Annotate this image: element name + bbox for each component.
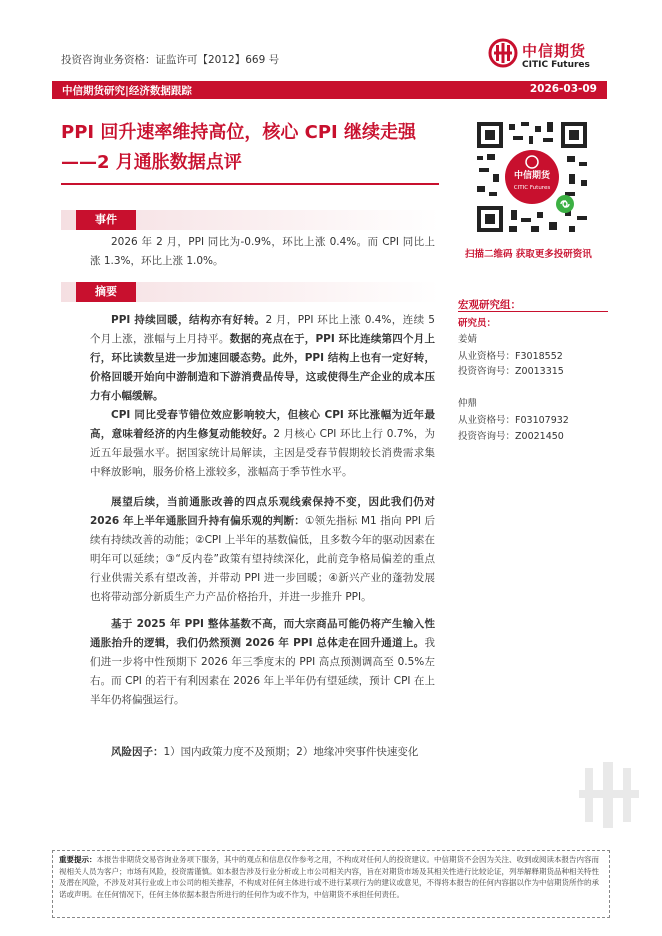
summary-label: 摘要: [76, 282, 136, 302]
p4-lead: 基于 2025 年 PPI 整体基数不高，而大宗商品可能仍将产生输入性通胀抬升的逻辑，我们仍然预测 2026 年 PPI 总体走在回升通道上。: [90, 618, 435, 649]
section-bar: [52, 81, 607, 99]
summary-paragraph-4: [90, 615, 435, 710]
watermark-icon: [575, 760, 645, 830]
p2-lead: CPI 同比受春节错位效应影响较大，但核心 CPI 环比涨幅为近年最高，意味着经济的内生修复动能较好。: [90, 409, 435, 440]
brand-name-cn: 中信期货: [522, 42, 587, 60]
advisory-number: Z0021450: [515, 431, 564, 442]
disclaimer-text: 本报告非期货交易咨询业务项下服务，其中的观点和信息仅作参考之用，不构成对任何人的投资建议。中信期货不会因为关注、收到或阅读本报告内容而视相关人员为客户；市场有风险，投资需谨慎。如本报告涉及行业分析或上市公司相关内容，旨在对期货市场及其相关性进行比较论证，列举解释期货品种相关特性及潜在风险，不涉及对其行业或上市公司的相关推荐，不构成对任何主体进行或不进行某项行为的建议或意见，不得将本报告的任何内容据以作为中信期货所作的承诺或声明。在任何情况下，任何主体依据本报告所进行的任何作为或不作为，中信期货不承担任何责任。: [59, 855, 599, 899]
analyst-advisory: [458, 363, 564, 380]
brand-logo: [488, 38, 603, 76]
p1-lead: PPI 持续回暖，结构亦有好转。: [111, 314, 266, 326]
event-text: 2026 年 2 月，PPI 同比为-0.9%，环比上涨 0.4%。而 CPI 同比上涨 1.3%，环比上涨 1.0%。: [90, 236, 435, 267]
practice-number: F03107932: [515, 415, 569, 426]
researcher-label: 研究员：: [458, 318, 497, 329]
event-header: [61, 210, 439, 230]
event-label: 事件: [76, 210, 136, 230]
p2-text: 2 月核心 CPI 环比上行 0.7%，为近五年最强水平。据国家统计局解读，主因是受春节假期较长消费需求集中释放影响，服务价格上涨较多，涨幅高于季节性水平。: [90, 428, 436, 478]
practice-label: 从业资格号：: [458, 415, 516, 426]
section-label: 中信期货研究|经济数据跟踪: [62, 85, 192, 97]
disclaimer-box: [52, 850, 610, 918]
report-title: PPI 回升速率维持高位，核心 CPI 继续走强: [61, 122, 416, 143]
summary-paragraph-2: [90, 406, 435, 482]
summary-header: [61, 282, 439, 302]
risk-text: 1）国内政策力度不及预期；2）地缘冲突事件快速变化: [163, 746, 419, 758]
risk-factors: [90, 743, 435, 762]
citic-logo-icon: [488, 38, 518, 68]
analyst-practice: [458, 412, 569, 429]
disclaimer-label: 重要提示：: [59, 855, 97, 864]
analyst-advisory: [458, 428, 564, 445]
advisory-label: 投资咨询号：: [458, 366, 516, 377]
risk-label: 风险因子：: [111, 746, 164, 758]
research-group-title: 宏观研究组：: [458, 299, 521, 311]
report-subtitle: ——2 月通胀数据点评: [61, 152, 242, 173]
p1-text: 2 月，PPI 环比上涨 0.4%，连续 5 个月上涨，涨幅与上月持平。: [90, 314, 435, 345]
title-divider: [61, 183, 439, 185]
practice-label: 从业资格号：: [458, 351, 516, 362]
brand-name-en: CITIC Futures: [522, 60, 590, 70]
practice-number: F3018552: [515, 351, 563, 362]
qr-code-icon: [473, 118, 591, 236]
summary-paragraph-1: [90, 311, 435, 406]
analyst-name: 仲鼎: [458, 398, 478, 409]
qr-center-label: 中信期货: [513, 171, 551, 181]
advisory-number: Z0013315: [515, 366, 564, 377]
qr-caption: 扫描二维码 获取更多投研资讯: [465, 249, 592, 260]
sidebar-divider: [458, 311, 608, 312]
p1-highlight: 数据的亮点在于，PPI 环比连续第四个月上行，环比读数呈进一步加速回暖态势。此外，PPI 结构上也有一定好转，价格回暖开始向中游制造和下游消费品传导，这或使得生产企业的成本压力有小幅缓解。: [90, 333, 436, 402]
qr-code[interactable]: [473, 118, 591, 236]
qr-center-label-en: CITIC Futures: [513, 185, 551, 191]
license-number: 投资咨询业务资格：证监许可【2012】669 号: [61, 54, 280, 66]
analyst-name: 姜婧: [458, 334, 478, 345]
p3-lead: 展望后续，当前通胀改善的四点乐观线索保持不变，因此我们仍对 2026 年上半年通胀回升持有偏乐观的判断：: [90, 496, 435, 527]
advisory-label: 投资咨询号：: [458, 431, 516, 442]
report-date: 2026-03-09: [529, 83, 597, 95]
p4-text: 我们进一步将中性预期下 2026 年三季度末的 PPI 高点预测调高至 0.5%左右。而 CPI 的若干有利因素在 2026 年上半年仍有望延续，预计 CPI 在上半年仍将偏强运行。: [90, 637, 435, 706]
summary-paragraph-3: [90, 493, 435, 607]
p3-text: ①领先指标 M1 指向 PPI 后续有持续改善的动能；②CPI 上半年的基数偏低，且多数今年的驱动因素在明年可以延续；③“反内卷”政策有望持续深化，此前竞争格局偏差的重点行业供需关系有望改善，并带动 PPI 进一步回暖；④新兴产业的蓬勃发展也将带动部分新质生产力产品价格抬升，并进一步推升 PPI。: [90, 515, 435, 603]
